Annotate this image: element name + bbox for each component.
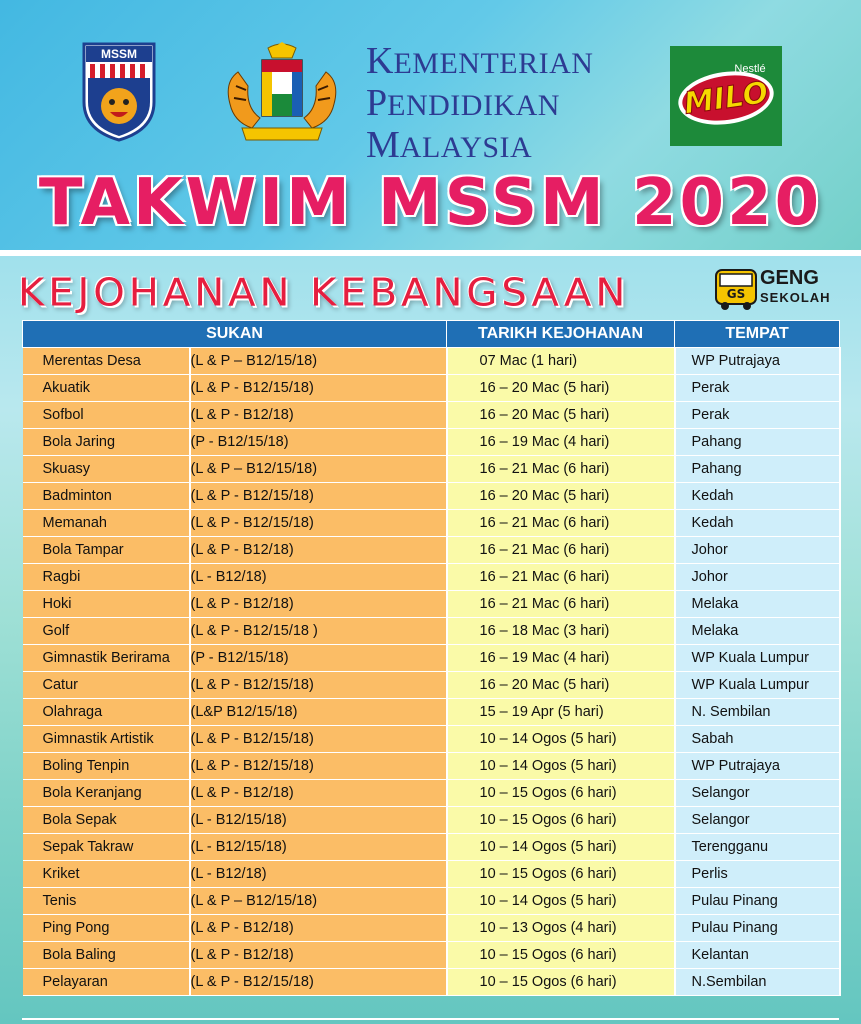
date-cell: 16 – 21 Mac (6 hari) — [447, 591, 675, 618]
date-cell: 16 – 19 Mac (4 hari) — [447, 429, 675, 456]
place-cell: Pahang — [675, 456, 840, 483]
category-cell: (L - B12/15/18) — [190, 834, 447, 861]
place-cell: Melaka — [675, 591, 840, 618]
place-cell: WP Putrajaya — [675, 348, 840, 375]
category-cell: (L & P - B12/18) — [190, 402, 447, 429]
sport-cell: Ragbi — [23, 564, 190, 591]
sport-cell: Bola Jaring — [23, 429, 190, 456]
ministry-line3-initial: M — [366, 124, 400, 166]
date-cell: 16 – 20 Mac (5 hari) — [447, 483, 675, 510]
section-title: KEJOHANAN KEBANGSAAN — [18, 271, 630, 315]
sport-cell: Memanah — [23, 510, 190, 537]
badge-line2: SEKOLAH — [760, 290, 831, 305]
place-cell: Pulau Pinang — [675, 888, 840, 915]
category-cell: (L - B12/18) — [190, 861, 447, 888]
date-cell: 16 – 21 Mac (6 hari) — [447, 537, 675, 564]
sport-cell: Hoki — [23, 591, 190, 618]
sport-cell: Sofbol — [23, 402, 190, 429]
category-cell: (L & P - B12/15/18) — [190, 969, 447, 996]
date-cell: 16 – 21 Mac (6 hari) — [447, 456, 675, 483]
sport-cell: Tenis — [23, 888, 190, 915]
table-row — [23, 348, 840, 375]
table-row — [23, 699, 840, 726]
sport-cell: Catur — [23, 672, 190, 699]
header-date: TARIKH KEJOHANAN — [447, 321, 675, 348]
category-cell: (L&P B12/15/18) — [190, 699, 447, 726]
coat-of-arms-icon — [218, 42, 346, 146]
category-cell: (L & P - B12/18) — [190, 537, 447, 564]
milo-logo-icon — [670, 46, 782, 146]
table-row — [23, 753, 840, 780]
table-row — [23, 618, 840, 645]
table-row — [23, 537, 840, 564]
place-cell: Johor — [675, 537, 840, 564]
place-cell: N.Sembilan — [675, 969, 840, 996]
date-cell: 10 – 14 Ogos (5 hari) — [447, 834, 675, 861]
place-cell: WP Putrajaya — [675, 753, 840, 780]
place-cell: Terengganu — [675, 834, 840, 861]
sport-cell: Kriket — [23, 861, 190, 888]
date-cell: 10 – 14 Ogos (5 hari) — [447, 726, 675, 753]
date-cell: 10 – 15 Ogos (6 hari) — [447, 780, 675, 807]
ministry-line2-initial: P — [366, 82, 388, 124]
category-cell: (L & P - B12/18) — [190, 915, 447, 942]
place-cell: Selangor — [675, 807, 840, 834]
date-cell: 10 – 14 Ogos (5 hari) — [447, 753, 675, 780]
date-cell: 10 – 13 Ogos (4 hari) — [447, 915, 675, 942]
table-row — [23, 861, 840, 888]
category-cell: (L - B12/15/18) — [190, 807, 447, 834]
category-cell: (L & P - B12/18) — [190, 942, 447, 969]
ministry-line3-rest: ALAYSIA — [399, 131, 533, 164]
table-row — [23, 888, 840, 915]
table-row — [23, 834, 840, 861]
sport-cell: Badminton — [23, 483, 190, 510]
date-cell: 15 – 19 Apr (5 hari) — [447, 699, 675, 726]
ministry-name — [366, 40, 666, 170]
date-cell: 10 – 15 Ogos (6 hari) — [447, 861, 675, 888]
sport-cell: Skuasy — [23, 456, 190, 483]
sport-cell: Ping Pong — [23, 915, 190, 942]
ministry-line2-rest: ENDIDIKAN — [387, 89, 560, 122]
sport-cell: Sepak Takraw — [23, 834, 190, 861]
mssm-logo-icon — [82, 42, 156, 142]
category-cell: (L & P - B12/15/18) — [190, 726, 447, 753]
sport-cell: Pelayaran — [23, 969, 190, 996]
mssm-logo-text: MSSM — [101, 47, 137, 61]
place-cell: Perlis — [675, 861, 840, 888]
place-cell: Pulau Pinang — [675, 915, 840, 942]
table-body — [23, 348, 840, 996]
sport-cell: Akuatik — [23, 375, 190, 402]
table-row — [23, 456, 840, 483]
table-row — [23, 564, 840, 591]
category-cell: (L & P - B12/15/18) — [190, 510, 447, 537]
table-row — [23, 969, 840, 996]
date-cell: 16 – 21 Mac (6 hari) — [447, 510, 675, 537]
date-cell: 16 – 20 Mac (5 hari) — [447, 672, 675, 699]
badge-icon-text: GS — [726, 287, 746, 301]
table-header-row — [23, 321, 840, 348]
table-row — [23, 402, 840, 429]
date-cell: 10 – 15 Ogos (6 hari) — [447, 807, 675, 834]
place-cell: Melaka — [675, 618, 840, 645]
category-cell: (L & P - B12/18) — [190, 780, 447, 807]
date-cell: 16 – 20 Mac (5 hari) — [447, 402, 675, 429]
category-cell: (L & P - B12/15/18) — [190, 375, 447, 402]
category-cell: (L & P - B12/18) — [190, 591, 447, 618]
place-cell: Selangor — [675, 780, 840, 807]
place-cell: Sabah — [675, 726, 840, 753]
place-cell: WP Kuala Lumpur — [675, 645, 840, 672]
place-cell: Perak — [675, 375, 840, 402]
category-cell: (P - B12/15/18) — [190, 429, 447, 456]
table-row — [23, 483, 840, 510]
bottom-divider — [22, 1018, 839, 1020]
sport-cell: Olahraga — [23, 699, 190, 726]
table-row — [23, 726, 840, 753]
place-cell: Perak — [675, 402, 840, 429]
table-row — [23, 780, 840, 807]
ministry-line1-initial: K — [366, 40, 394, 82]
place-cell: Kedah — [675, 483, 840, 510]
category-cell: (L & P – B12/15/18) — [190, 888, 447, 915]
table-row — [23, 915, 840, 942]
date-cell: 10 – 15 Ogos (6 hari) — [447, 969, 675, 996]
date-cell: 07 Mac (1 hari) — [447, 348, 675, 375]
place-cell: Kedah — [675, 510, 840, 537]
date-cell: 16 – 20 Mac (5 hari) — [447, 375, 675, 402]
header-place: TEMPAT — [675, 321, 840, 348]
place-cell: Johor — [675, 564, 840, 591]
date-cell: 16 – 18 Mac (3 hari) — [447, 618, 675, 645]
header-divider — [0, 250, 861, 256]
sport-cell: Bola Tampar — [23, 537, 190, 564]
category-cell: (L & P - B12/15/18) — [190, 483, 447, 510]
sport-cell: Gimnastik Berirama — [23, 645, 190, 672]
sport-cell: Bola Sepak — [23, 807, 190, 834]
category-cell: (L & P – B12/15/18) — [190, 456, 447, 483]
milo-logo-text: MILO — [681, 75, 771, 122]
date-cell: 10 – 14 Ogos (5 hari) — [447, 888, 675, 915]
sport-cell: Boling Tenpin — [23, 753, 190, 780]
header-banner — [0, 0, 861, 250]
date-cell: 16 – 19 Mac (4 hari) — [447, 645, 675, 672]
sport-cell: Bola Baling — [23, 942, 190, 969]
schedule-table — [22, 320, 841, 996]
sport-cell: Golf — [23, 618, 190, 645]
category-cell: (L & P - B12/15/18 ) — [190, 618, 447, 645]
geng-sekolah-badge — [714, 266, 854, 314]
table-row — [23, 429, 840, 456]
table-row — [23, 375, 840, 402]
badge-line1: GENG — [760, 267, 819, 289]
place-cell: Kelantan — [675, 942, 840, 969]
sport-cell: Gimnastik Artistik — [23, 726, 190, 753]
header-sport: SUKAN — [23, 321, 447, 348]
ministry-line1-rest: EMENTERIAN — [393, 47, 594, 80]
place-cell: N. Sembilan — [675, 699, 840, 726]
table-row — [23, 510, 840, 537]
date-cell: 16 – 21 Mac (6 hari) — [447, 564, 675, 591]
table-row — [23, 942, 840, 969]
nestle-logo-text: Nestlé — [734, 63, 766, 75]
table-row — [23, 807, 840, 834]
table-row — [23, 672, 840, 699]
date-cell: 10 – 15 Ogos (6 hari) — [447, 942, 675, 969]
category-cell: (L & P - B12/15/18) — [190, 753, 447, 780]
category-cell: (L & P – B12/15/18) — [190, 348, 447, 375]
place-cell: Pahang — [675, 429, 840, 456]
sport-cell: Merentas Desa — [23, 348, 190, 375]
category-cell: (L & P - B12/15/18) — [190, 672, 447, 699]
category-cell: (L - B12/18) — [190, 564, 447, 591]
sport-cell: Bola Keranjang — [23, 780, 190, 807]
page-title: TAKWIM MSSM 2020 — [38, 166, 823, 240]
school-bus-icon — [714, 266, 758, 312]
place-cell: WP Kuala Lumpur — [675, 672, 840, 699]
table-row — [23, 591, 840, 618]
table-row — [23, 645, 840, 672]
category-cell: (P - B12/15/18) — [190, 645, 447, 672]
